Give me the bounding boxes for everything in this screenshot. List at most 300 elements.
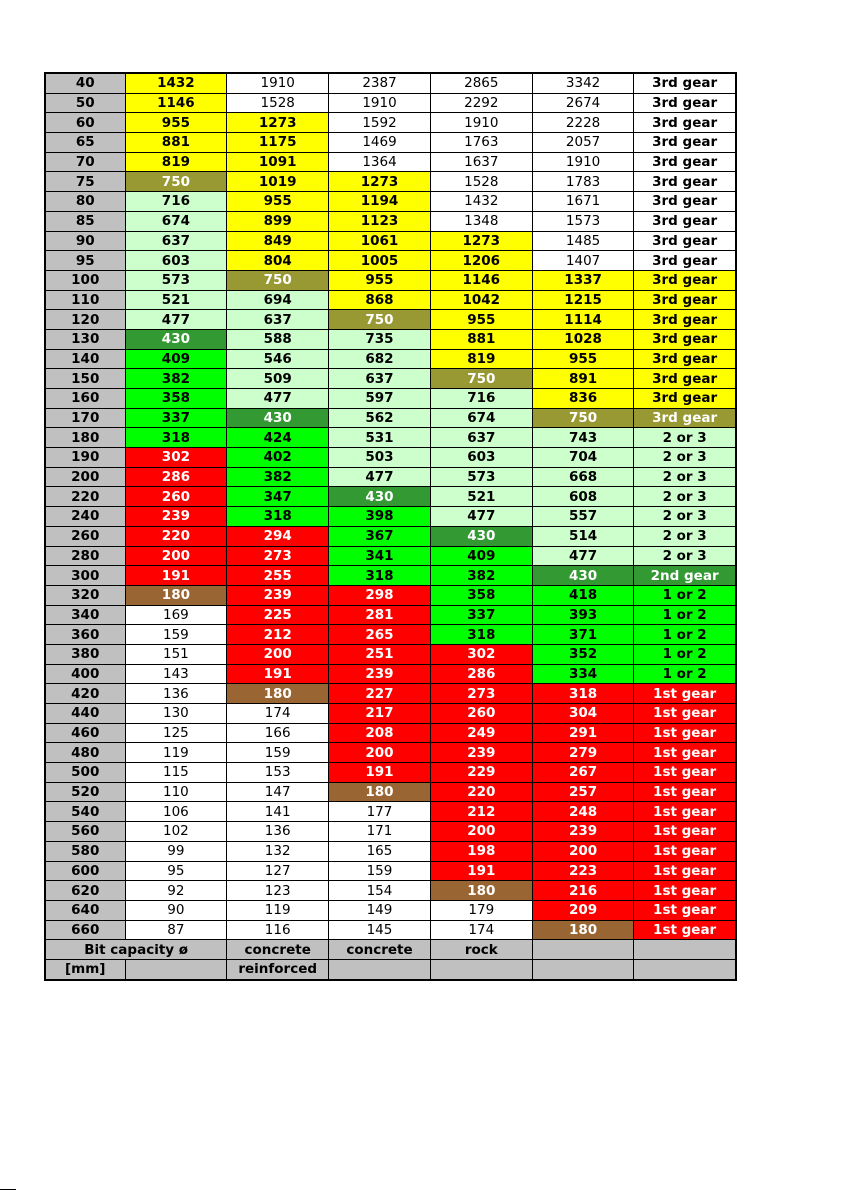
rpm-cell: 286 (125, 467, 227, 487)
rpm-cell: 198 (430, 841, 532, 861)
rpm-cell: 1910 (227, 73, 329, 93)
rpm-cell: 180 (227, 684, 329, 704)
rpm-cell: 1114 (532, 310, 634, 330)
rpm-cell: 546 (227, 349, 329, 369)
rpm-cell: 1485 (532, 231, 634, 251)
gear-cell: 1st gear (634, 802, 736, 822)
rpm-cell: 955 (125, 113, 227, 133)
rpm-cell: 1637 (430, 152, 532, 172)
gear-cell: 3rd gear (634, 369, 736, 389)
diameter-cell: 380 (45, 644, 125, 664)
rpm-cell: 102 (125, 822, 227, 842)
rpm-cell: 92 (125, 881, 227, 901)
gear-cell: 3rd gear (634, 408, 736, 428)
rpm-cell: 521 (430, 487, 532, 507)
rpm-cell: 409 (430, 546, 532, 566)
rpm-cell: 191 (125, 566, 227, 586)
table-row (45, 290, 736, 310)
table-body (45, 73, 736, 940)
gear-cell: 2 or 3 (634, 546, 736, 566)
rpm-cell: 159 (125, 625, 227, 645)
gear-cell: 1st gear (634, 704, 736, 724)
rpm-cell: 868 (329, 290, 431, 310)
rpm-cell: 90 (125, 900, 227, 920)
diameter-cell: 300 (45, 566, 125, 586)
rpm-cell: 334 (532, 664, 634, 684)
table-footer (45, 940, 736, 980)
rpm-cell: 393 (532, 605, 634, 625)
diameter-cell: 200 (45, 467, 125, 487)
rpm-cell: 1528 (227, 93, 329, 113)
rpm-cell: 1042 (430, 290, 532, 310)
rpm-cell: 1469 (329, 133, 431, 153)
diameter-cell: 85 (45, 211, 125, 231)
gear-cell: 1st gear (634, 900, 736, 920)
rpm-cell: 200 (430, 822, 532, 842)
gear-cell: 1st gear (634, 841, 736, 861)
rpm-cell: 208 (329, 723, 431, 743)
rpm-cell: 130 (125, 704, 227, 724)
rpm-cell: 119 (227, 900, 329, 920)
rpm-cell: 265 (329, 625, 431, 645)
rpm-cell: 347 (227, 487, 329, 507)
rpm-cell: 304 (532, 704, 634, 724)
diameter-cell: 640 (45, 900, 125, 920)
table-row (45, 172, 736, 192)
rpm-cell: 1348 (430, 211, 532, 231)
rpm-cell: 257 (532, 782, 634, 802)
rpm-cell: 337 (430, 605, 532, 625)
rpm-cell: 503 (329, 448, 431, 468)
rpm-cell: 2057 (532, 133, 634, 153)
rpm-cell: 358 (125, 389, 227, 409)
rpm-cell: 216 (532, 881, 634, 901)
rpm-cell: 1005 (329, 251, 431, 271)
gear-cell: 1st gear (634, 861, 736, 881)
gear-cell: 3rd gear (634, 329, 736, 349)
rpm-cell: 603 (125, 251, 227, 271)
table-row (45, 73, 736, 93)
rpm-cell: 531 (329, 428, 431, 448)
diameter-cell: 95 (45, 251, 125, 271)
table-row (45, 133, 736, 153)
rpm-cell: 149 (329, 900, 431, 920)
rpm-cell: 255 (227, 566, 329, 586)
rpm-cell: 223 (532, 861, 634, 881)
rpm-cell: 159 (227, 743, 329, 763)
rpm-cell: 955 (430, 310, 532, 330)
diameter-cell: 320 (45, 585, 125, 605)
rpm-cell: 1763 (430, 133, 532, 153)
gear-cell: 3rd gear (634, 310, 736, 330)
table-row (45, 152, 736, 172)
rpm-cell: 239 (430, 743, 532, 763)
rpm-cell: 382 (430, 566, 532, 586)
rpm-cell: 694 (227, 290, 329, 310)
rpm-cell: 514 (532, 526, 634, 546)
rpm-cell: 637 (430, 428, 532, 448)
rpm-cell: 95 (125, 861, 227, 881)
rpm-cell: 318 (227, 507, 329, 527)
rpm-cell: 674 (430, 408, 532, 428)
rpm-cell: 382 (227, 467, 329, 487)
table-row (45, 467, 736, 487)
rpm-cell: 1273 (430, 231, 532, 251)
table-row (45, 841, 736, 861)
rpm-cell: 521 (125, 290, 227, 310)
diameter-cell: 40 (45, 73, 125, 93)
table-row (45, 861, 736, 881)
table-row (45, 270, 736, 290)
rpm-cell: 1910 (532, 152, 634, 172)
rpm-cell: 229 (430, 763, 532, 783)
gear-cell: 3rd gear (634, 270, 736, 290)
rpm-cell: 180 (125, 585, 227, 605)
table-row (45, 349, 736, 369)
diameter-cell: 420 (45, 684, 125, 704)
diameter-cell: 620 (45, 881, 125, 901)
rpm-cell: 200 (125, 546, 227, 566)
rpm-cell: 674 (125, 211, 227, 231)
gear-cell: 2 or 3 (634, 507, 736, 527)
rpm-cell: 477 (125, 310, 227, 330)
rpm-cell: 804 (227, 251, 329, 271)
rpm-cell: 166 (227, 723, 329, 743)
rpm-cell: 151 (125, 644, 227, 664)
rpm-cell: 302 (430, 644, 532, 664)
rpm-cell: 191 (430, 861, 532, 881)
rpm-cell: 1091 (227, 152, 329, 172)
gear-cell: 3rd gear (634, 192, 736, 212)
footer-empty-1 (532, 940, 634, 960)
rpm-cell: 743 (532, 428, 634, 448)
table-row (45, 644, 736, 664)
rpm-cell: 352 (532, 644, 634, 664)
gear-cell: 3rd gear (634, 133, 736, 153)
gear-cell: 1st gear (634, 743, 736, 763)
rpm-cell: 147 (227, 782, 329, 802)
rpm-cell: 557 (532, 507, 634, 527)
rpm-cell: 281 (329, 605, 431, 625)
rpm-cell: 1146 (430, 270, 532, 290)
rpm-cell: 881 (430, 329, 532, 349)
gear-cell: 3rd gear (634, 349, 736, 369)
rpm-cell: 318 (329, 566, 431, 586)
diameter-cell: 100 (45, 270, 125, 290)
rpm-cell: 145 (329, 920, 431, 940)
rock-label: rock (430, 940, 532, 960)
rpm-cell: 1215 (532, 290, 634, 310)
rpm-cell: 358 (430, 585, 532, 605)
gear-cell: 2 or 3 (634, 448, 736, 468)
rpm-cell: 169 (125, 605, 227, 625)
gear-cell: 1st gear (634, 763, 736, 783)
rpm-cell: 159 (329, 861, 431, 881)
rpm-cell: 1910 (430, 113, 532, 133)
table-row (45, 822, 736, 842)
table-row (45, 704, 736, 724)
table-row (45, 684, 736, 704)
rpm-cell: 341 (329, 546, 431, 566)
rpm-cell: 239 (329, 664, 431, 684)
rpm-cell: 337 (125, 408, 227, 428)
rpm-cell: 2865 (430, 73, 532, 93)
rpm-cell: 200 (532, 841, 634, 861)
rpm-cell: 212 (430, 802, 532, 822)
rpm-cell: 891 (532, 369, 634, 389)
rpm-cell: 225 (227, 605, 329, 625)
diameter-cell: 220 (45, 487, 125, 507)
rpm-cell: 239 (227, 585, 329, 605)
diameter-cell: 60 (45, 113, 125, 133)
rpm-cell: 881 (125, 133, 227, 153)
table-row (45, 113, 736, 133)
rpm-cell: 424 (227, 428, 329, 448)
table-row (45, 723, 736, 743)
gear-cell: 2 or 3 (634, 487, 736, 507)
rpm-cell: 430 (125, 329, 227, 349)
gear-cell: 1st gear (634, 782, 736, 802)
rpm-cell: 165 (329, 841, 431, 861)
rpm-cell: 141 (227, 802, 329, 822)
table-row (45, 487, 736, 507)
diameter-cell: 90 (45, 231, 125, 251)
rpm-cell: 704 (532, 448, 634, 468)
rpm-cell: 179 (430, 900, 532, 920)
diameter-cell: 260 (45, 526, 125, 546)
diameter-cell: 340 (45, 605, 125, 625)
rpm-cell: 477 (227, 389, 329, 409)
gear-cell: 1st gear (634, 723, 736, 743)
rpm-cell: 430 (329, 487, 431, 507)
diameter-cell: 130 (45, 329, 125, 349)
rpm-cell: 608 (532, 487, 634, 507)
diameter-cell: 600 (45, 861, 125, 881)
footer-row-2 (45, 959, 736, 979)
diameter-cell: 50 (45, 93, 125, 113)
table-row (45, 428, 736, 448)
rpm-cell: 1019 (227, 172, 329, 192)
rpm-cell: 136 (227, 822, 329, 842)
gear-cell: 3rd gear (634, 113, 736, 133)
diameter-cell: 150 (45, 369, 125, 389)
footer-empty-6 (532, 959, 634, 979)
rpm-cell: 750 (430, 369, 532, 389)
rpm-cell: 286 (430, 664, 532, 684)
rpm-cell: 750 (532, 408, 634, 428)
rpm-cell: 716 (125, 192, 227, 212)
rpm-cell: 371 (532, 625, 634, 645)
rpm-cell: 1592 (329, 113, 431, 133)
table-row (45, 585, 736, 605)
diameter-cell: 660 (45, 920, 125, 940)
diameter-cell: 190 (45, 448, 125, 468)
gear-cell: 3rd gear (634, 172, 736, 192)
rpm-cell: 477 (430, 507, 532, 527)
rpm-cell: 125 (125, 723, 227, 743)
footer-empty-3 (125, 959, 227, 979)
bit-capacity-label: Bit capacity ø (45, 940, 227, 960)
rpm-cell: 2292 (430, 93, 532, 113)
rpm-cell: 248 (532, 802, 634, 822)
table-row (45, 546, 736, 566)
diameter-cell: 110 (45, 290, 125, 310)
rpm-cell: 174 (430, 920, 532, 940)
rpm-cell: 716 (430, 389, 532, 409)
table-row (45, 507, 736, 527)
rpm-cell: 430 (430, 526, 532, 546)
rpm-cell: 682 (329, 349, 431, 369)
rpm-cell: 279 (532, 743, 634, 763)
rpm-cell: 318 (430, 625, 532, 645)
table-row (45, 763, 736, 783)
diameter-cell: 500 (45, 763, 125, 783)
rpm-cell: 750 (125, 172, 227, 192)
rpm-cell: 637 (227, 310, 329, 330)
rpm-cell: 637 (329, 369, 431, 389)
page-edge-mark (0, 1189, 16, 1190)
rpm-cell: 87 (125, 920, 227, 940)
rpm-cell: 291 (532, 723, 634, 743)
unit-label: [mm] (45, 959, 125, 979)
table-row (45, 408, 736, 428)
rpm-cell: 1407 (532, 251, 634, 271)
gear-cell: 2nd gear (634, 566, 736, 586)
rpm-cell: 99 (125, 841, 227, 861)
table-row (45, 625, 736, 645)
rpm-cell: 200 (329, 743, 431, 763)
rpm-cell: 1061 (329, 231, 431, 251)
rpm-cell: 573 (430, 467, 532, 487)
rpm-table (44, 72, 737, 981)
rpm-cell: 1337 (532, 270, 634, 290)
rpm-cell: 132 (227, 841, 329, 861)
diameter-cell: 170 (45, 408, 125, 428)
table-row (45, 389, 736, 409)
rpm-cell: 836 (532, 389, 634, 409)
gear-cell: 1 or 2 (634, 605, 736, 625)
table-row (45, 329, 736, 349)
rpm-cell: 1146 (125, 93, 227, 113)
rpm-cell: 1194 (329, 192, 431, 212)
rpm-cell: 562 (329, 408, 431, 428)
rpm-cell: 573 (125, 270, 227, 290)
rpm-cell: 294 (227, 526, 329, 546)
table-row (45, 93, 736, 113)
rpm-cell: 191 (227, 664, 329, 684)
rpm-cell: 220 (125, 526, 227, 546)
footer-empty-2 (634, 940, 736, 960)
rpm-cell: 1910 (329, 93, 431, 113)
diameter-cell: 70 (45, 152, 125, 172)
diameter-cell: 75 (45, 172, 125, 192)
rpm-cell: 212 (227, 625, 329, 645)
rpm-cell: 220 (430, 782, 532, 802)
footer-empty-7 (634, 959, 736, 979)
rpm-cell: 227 (329, 684, 431, 704)
rpm-cell: 273 (227, 546, 329, 566)
diameter-cell: 440 (45, 704, 125, 724)
table-row (45, 743, 736, 763)
gear-cell: 1st gear (634, 881, 736, 901)
rpm-cell: 955 (532, 349, 634, 369)
rpm-cell: 603 (430, 448, 532, 468)
rpm-cell: 177 (329, 802, 431, 822)
rpm-cell: 110 (125, 782, 227, 802)
rpm-cell: 1671 (532, 192, 634, 212)
diameter-cell: 460 (45, 723, 125, 743)
gear-cell: 3rd gear (634, 73, 736, 93)
rpm-cell: 2228 (532, 113, 634, 133)
rpm-cell: 402 (227, 448, 329, 468)
rpm-cell: 382 (125, 369, 227, 389)
rpm-cell: 750 (227, 270, 329, 290)
rpm-cell: 819 (125, 152, 227, 172)
rpm-cell: 2674 (532, 93, 634, 113)
concrete2-label: concrete (329, 940, 431, 960)
rpm-cell: 180 (329, 782, 431, 802)
rpm-cell: 239 (532, 822, 634, 842)
rpm-cell: 1273 (329, 172, 431, 192)
gear-cell: 1st gear (634, 920, 736, 940)
rpm-cell: 174 (227, 704, 329, 724)
rpm-cell: 477 (329, 467, 431, 487)
gear-cell: 1 or 2 (634, 644, 736, 664)
diameter-cell: 580 (45, 841, 125, 861)
rpm-cell: 267 (532, 763, 634, 783)
diameter-cell: 180 (45, 428, 125, 448)
diameter-cell: 480 (45, 743, 125, 763)
rpm-cell: 209 (532, 900, 634, 920)
rpm-cell: 588 (227, 329, 329, 349)
diameter-cell: 65 (45, 133, 125, 153)
rpm-cell: 273 (430, 684, 532, 704)
gear-cell: 1st gear (634, 822, 736, 842)
rpm-cell: 1528 (430, 172, 532, 192)
rpm-cell: 119 (125, 743, 227, 763)
rpm-cell: 143 (125, 664, 227, 684)
rpm-cell: 217 (329, 704, 431, 724)
rpm-cell: 180 (430, 881, 532, 901)
rpm-cell: 750 (329, 310, 431, 330)
rpm-cell: 1364 (329, 152, 431, 172)
gear-cell: 3rd gear (634, 389, 736, 409)
footer-empty-4 (329, 959, 431, 979)
diameter-cell: 240 (45, 507, 125, 527)
gear-cell: 1st gear (634, 684, 736, 704)
rpm-cell: 318 (125, 428, 227, 448)
rpm-cell: 849 (227, 231, 329, 251)
rpm-cell: 3342 (532, 73, 634, 93)
rpm-cell: 200 (227, 644, 329, 664)
rpm-cell: 116 (227, 920, 329, 940)
rpm-cell: 597 (329, 389, 431, 409)
rpm-cell: 171 (329, 822, 431, 842)
gear-cell: 3rd gear (634, 152, 736, 172)
rpm-cell: 249 (430, 723, 532, 743)
table-row (45, 664, 736, 684)
table-row (45, 448, 736, 468)
diameter-cell: 540 (45, 802, 125, 822)
footer-row-1 (45, 940, 736, 960)
rpm-cell: 637 (125, 231, 227, 251)
diameter-cell: 400 (45, 664, 125, 684)
gear-cell: 1 or 2 (634, 625, 736, 645)
diameter-cell: 520 (45, 782, 125, 802)
table-row (45, 605, 736, 625)
rpm-cell: 1175 (227, 133, 329, 153)
table-row (45, 920, 736, 940)
